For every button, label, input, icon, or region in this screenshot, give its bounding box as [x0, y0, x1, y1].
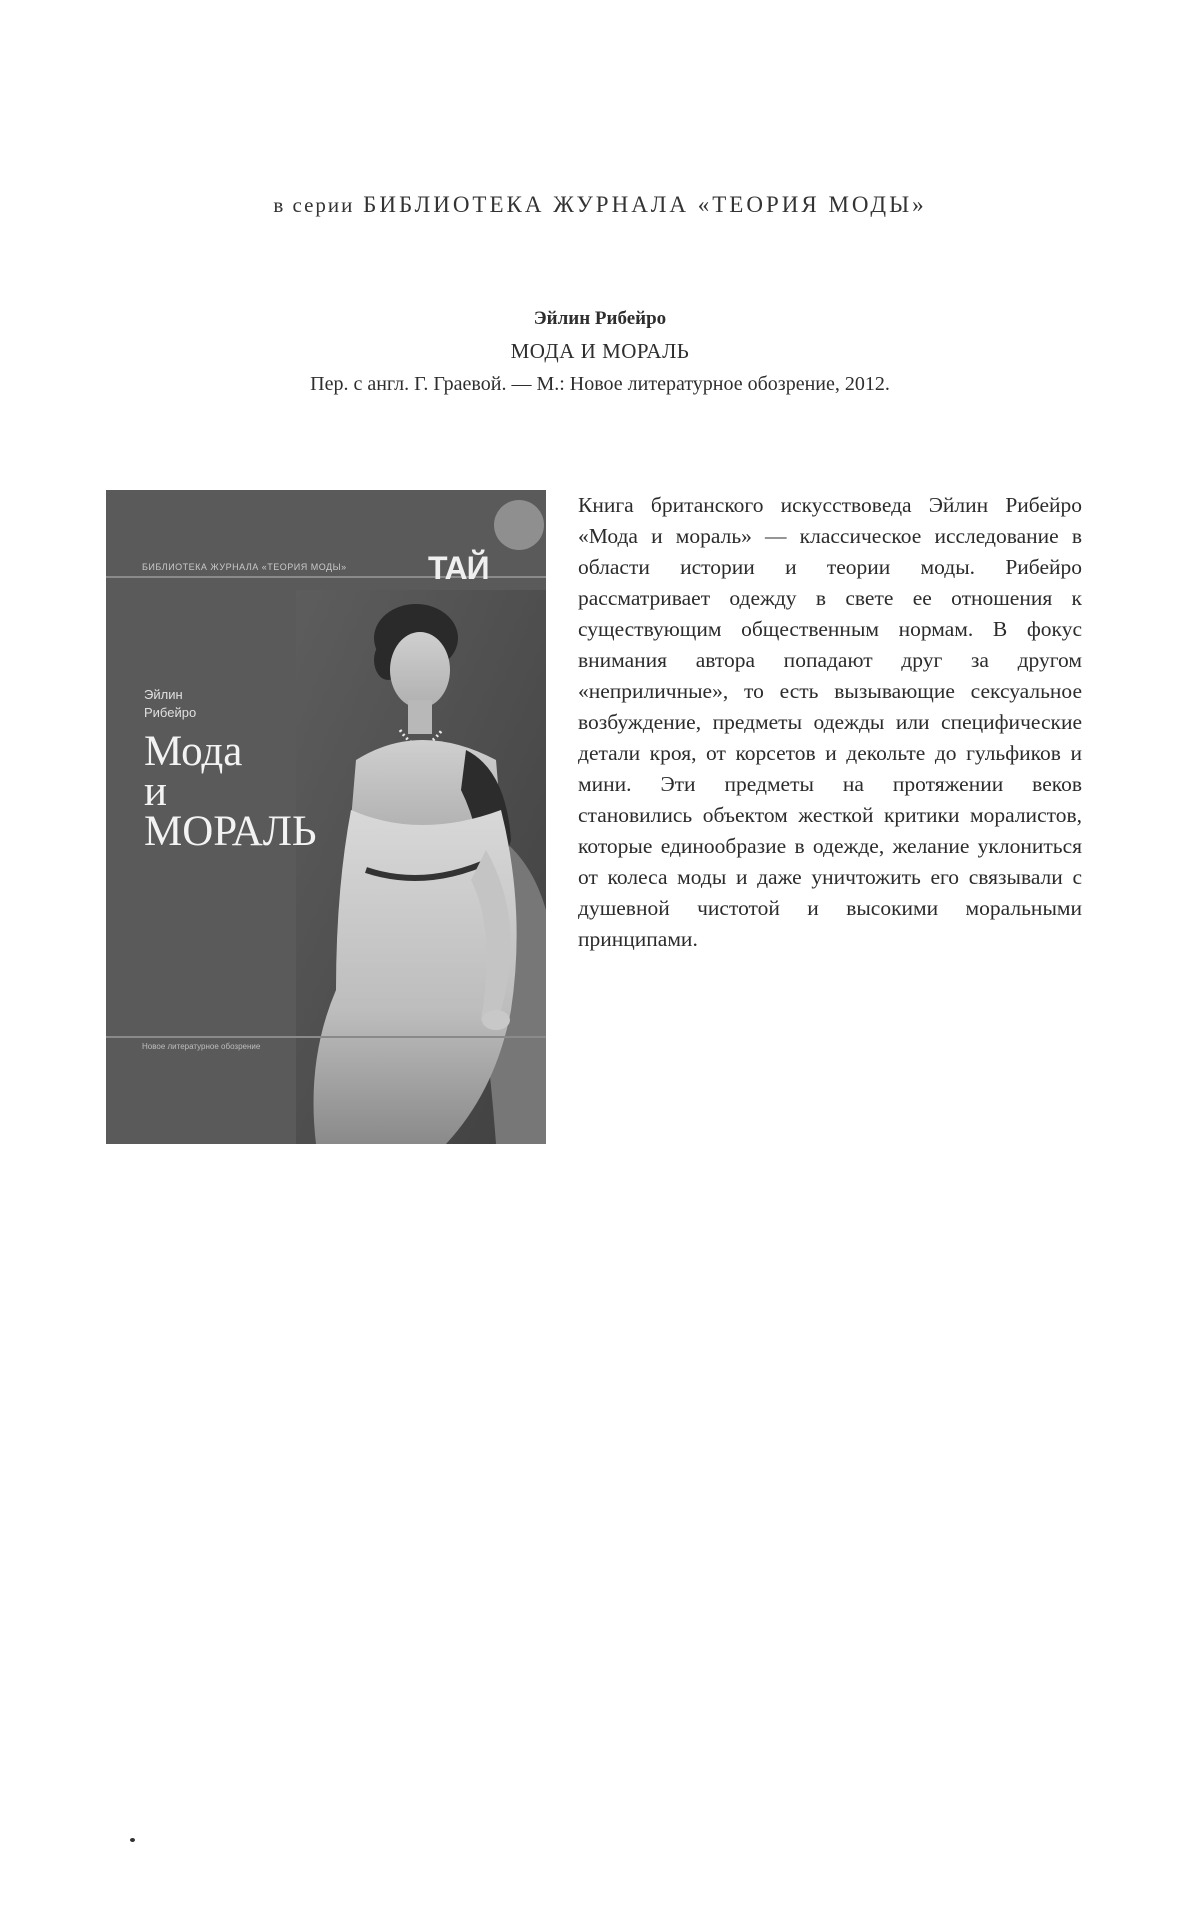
series-prefix: в серии — [273, 193, 355, 217]
publisher-logo-circle — [494, 500, 544, 550]
page-mark — [130, 1838, 135, 1842]
cover-author-last: Рибейро — [144, 705, 197, 720]
book-description: Книга британского искусствоведа Эйлин Рибейро «Мода и мораль» — классическое исследование в области истории и теории моды. Рибейро рассматривает одежду в свете ее отношения к существующим общественным нормам. В фокус внимания автора попадают друг за другом «неприличные», то есть вызывающие сексуальное возбуждение, предметы одежды или специфические детали кроя, от корсетов и декольте до гульфиков и мини. Эти предметы на протяжении веков становились объектом жесткой критики моралистов, которые единообразие в одежде, желание уклониться от колеса моды и даже уничтожить его связывали с душевной чистотой и высокими моральными принципами. — [578, 493, 1082, 951]
cover-series-line: БИБЛИОТЕКА ЖУРНАЛА «ТЕОРИЯ МОДЫ» — [142, 562, 347, 572]
cover-bottom-rule — [106, 1036, 546, 1038]
book-author: Эйлин Рибейро — [533, 308, 667, 329]
series-header — [0, 192, 1200, 218]
book-cover-image — [106, 490, 546, 1144]
book-publication: Пер. с англ. Г. Граевой. — М.: Новое литературное обозрение, 2012. — [310, 373, 890, 395]
cover-author-first: Эйлин — [144, 687, 183, 702]
cover-title-line-1: Мода — [144, 728, 243, 775]
publisher-logo: ТАЙ — [428, 550, 489, 586]
cover-title-line-3: МОРАЛЬ — [144, 808, 317, 855]
cover-bottom-line: Новое литературное обозрение — [142, 1042, 261, 1051]
book-title: МОДА И МОРАЛЬ — [510, 339, 690, 363]
cover-portrait-illustration — [296, 590, 546, 1144]
cover-title — [144, 728, 317, 855]
book-meta — [0, 302, 1200, 401]
cover-author — [144, 686, 196, 722]
series-name: БИБЛИОТЕКА ЖУРНАЛА «ТЕОРИЯ МОДЫ» — [363, 192, 927, 217]
cover-title-line-2: и — [144, 768, 168, 815]
